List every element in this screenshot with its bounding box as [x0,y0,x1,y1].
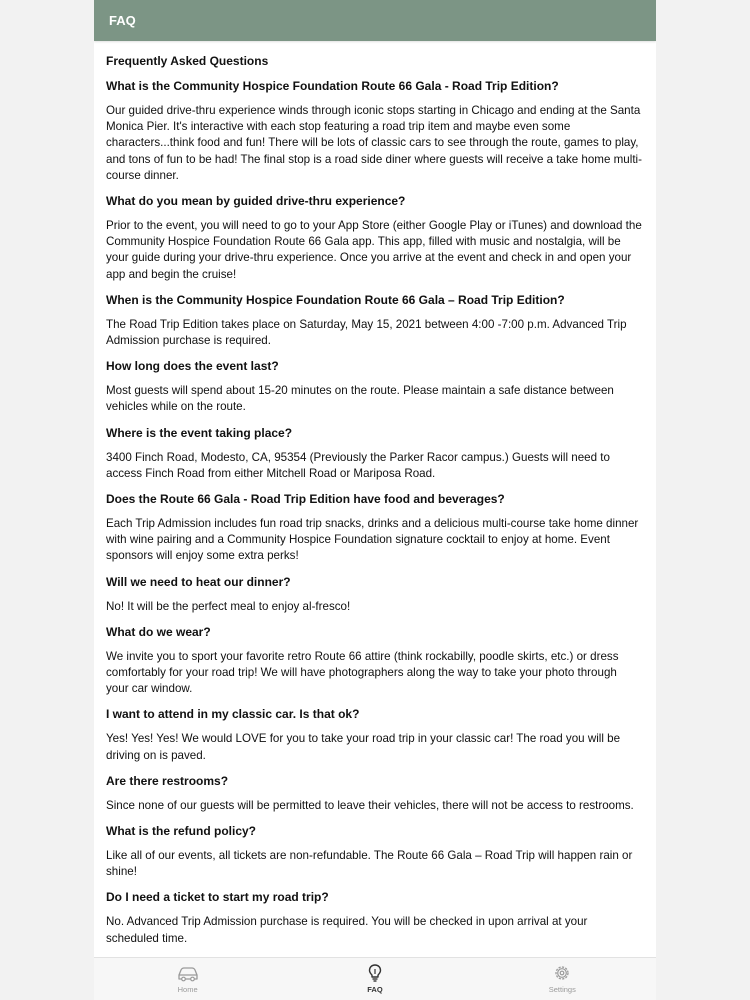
tab-home[interactable] [128,958,248,994]
tab-faq-label: FAQ [367,985,383,994]
faq-answer: Prior to the event, you will need to go to your App Store (either Google Play or iTunes) and download the Community Hospice Foundation Route 66 Gala app. This app, filled with music and nostalgia, will be your guide during your drive-thru experience. Once you arrive at the event and check in and open your app and begin the cruise! [106,219,642,281]
faq-answer: We invite you to sport your favorite retro Route 66 attire (think rockabilly, poodle skirts, etc.) or dress comfortably for your road trip! We will have photographers along the way to take your photo through your car window. [106,649,619,696]
bottom-tab-bar [94,957,656,1000]
app-window [94,0,656,1000]
faq-question: When is the Community Hospice Foundation Route 66 Gala – Road Trip Edition? [106,292,565,307]
faq-question: What do we wear? [106,624,211,639]
faq-answer: Since none of our guests will be permitted to leave their vehicles, there will not be access to restrooms. [106,798,634,812]
faq-answer: Most guests will spend about 15-20 minutes on the route. Please maintain a safe distance between vehicles while on the route. [106,384,614,414]
lightbulb-icon [363,963,387,983]
faq-question: What do you mean by guided drive-thru experience? [106,194,406,209]
faq-answer: Our guided drive-thru experience winds through iconic stops starting in Chicago and ending at the Santa Monica Pier. It's interactive with each stop featuring a road trip item and maybe even some characters...think food and fun! There will be lots of classic cars to see through the route, games to play, and tons of fun to be had! The final stop is a road side diner where guests will receive a take home multi-course dinner. [106,104,642,182]
faq-question: I want to attend in my classic car. Is that ok? [106,707,360,722]
faq-answer: Each Trip Admission includes fun road trip snacks, drinks and a delicious multi-course take home dinner with wine pairing and a Community Hospice Foundation signature cocktail to enjoy at home. Event sponsors will enjoy some extra perks! [106,517,639,563]
top-bar [94,0,656,41]
faq-question: Do I need a ticket to start my road trip? [106,890,329,905]
faq-answer: Yes! Yes! Yes! We would LOVE for you to take your road trip in your classic car! The road you will be driving on is paved. [106,732,621,762]
faq-question: What is the Community Hospice Foundation Route 66 Gala - Road Trip Edition? [106,79,559,93]
faq-answer: 3400 Finch Road, Modesto, CA, 95354 (Previously the Parker Racor campus.) Guests will need to access Finch Road from either Mitchell Road or Mariposa Road. [106,450,610,480]
page-title: Frequently Asked Questions [106,54,269,68]
tab-faq[interactable] [315,958,435,994]
faq-question: Does the Route 66 Gala - Road Trip Edition have food and beverages? [106,492,505,507]
car-icon [176,963,200,983]
faq-question: How long does the event last? [106,359,279,374]
faq-question: What is the refund policy? [106,824,257,839]
gear-icon [550,963,574,983]
faq-answer: The Road Trip Edition takes place on Saturday, May 15, 2021 between 4:00 -7:00 p.m. Advanced Trip Admission purchase is required. [106,317,627,348]
tab-settings-label: Settings [548,985,576,994]
faq-content[interactable] [94,41,656,958]
faq-question: Where is the event taking place? [106,425,293,440]
faq-answer: No! It will be the perfect meal to enjoy al-fresco! [106,599,351,613]
tab-settings[interactable] [502,958,622,994]
tab-home-label: Home [177,985,198,994]
header-title: FAQ [109,13,136,28]
faq-answer: No. Advanced Trip Admission purchase is required. You will be checked in upon arrival at your scheduled time. [106,915,588,945]
faq-answer: Like all of our events, all tickets are non-refundable. The Route 66 Gala – Road Trip will happen rain or shine! [106,849,633,879]
faq-question: Are there restrooms? [106,773,229,788]
faq-question: Will we need to heat our dinner? [106,574,291,589]
